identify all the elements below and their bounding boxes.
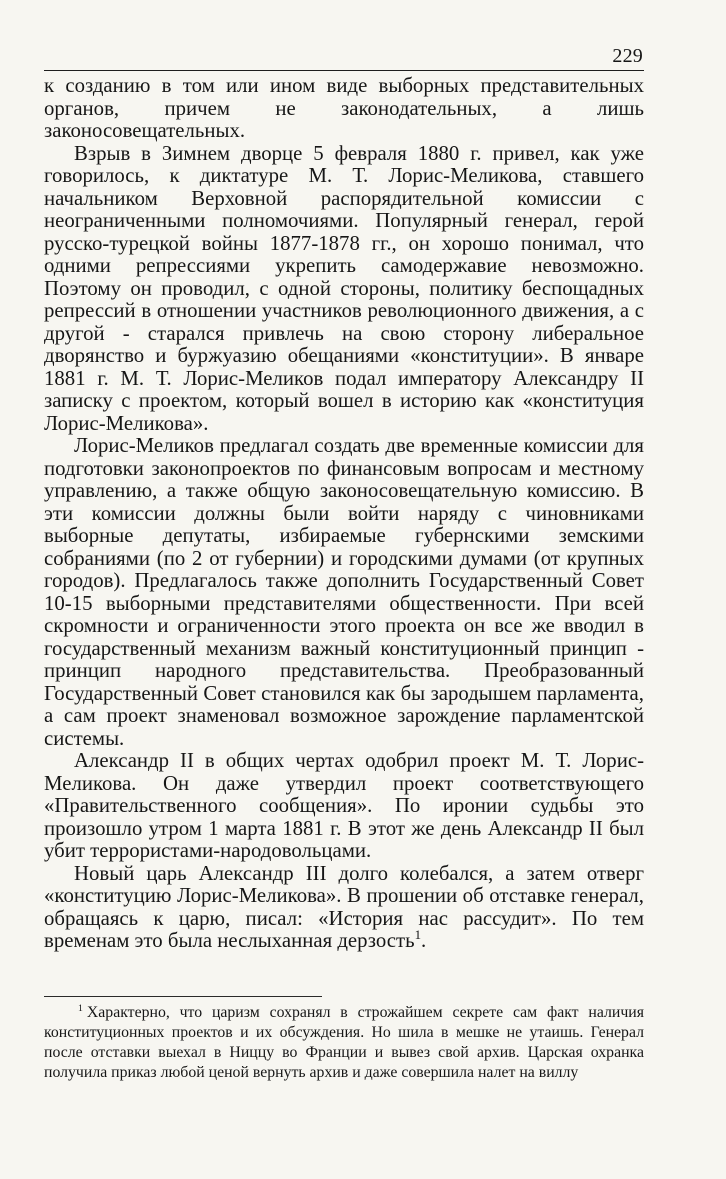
page-number: 229 <box>612 45 643 67</box>
footnotes <box>44 1003 644 1083</box>
paragraph-commission-proposal: Лорис-Меликов предлагал создать две временные комиссии для подготовки законопроектов по финансовым вопросам и местному управлению, а также общую законосовещательную комиссию. В эти комиссии должны были войти наряду с чиновниками выборные депутаты, избираемые губернскими земскими собраниями (по 2 от губернии) и городскими думами (от крупных городов). Предлагалось также дополнить Государственный Совет 10-15 выборными представителями общественности. При всей скромности и ограниченности этого проекта он все же вводил в государственный механизм важный конституционный принцип - принцип народного представительства. Преобразованный Государственный Совет становился как бы зародышем парламента, а сам проект знаменовал возможное зарождение парламентской системы. <box>44 434 644 750</box>
paragraph-alexander-ii-approval: Александр II в общих чертах одобрил проект М. Т. Лорис-Меликова. Он даже утвердил проект соответствующего «Правительственного сообщения». По иронии судьбы это произошло утром 1 марта 1881 г. В этот же день Александр II был убит террористами-народовольцами. <box>44 749 644 862</box>
footnote-text: Характерно, что царизм сохранял в строжайшем секрете сам факт наличия конституционных проектов и их обсуждения. Но шила в мешке не утаишь. Генерал после отставки выехал в Ниццу во Франции и вывез свой архив. Царская охранка получила приказ любой ценой вернуть архив и даже совершила налет на виллу <box>44 1004 644 1081</box>
paragraph-winter-palace-explosion: Взрыв в Зимнем дворце 5 февраля 1880 г. привел, как уже говорилось, к диктатуре М. Т. Лорис-Меликова, ставшего начальником Верховной распорядительной комиссии с неограниченными полномочиями. Популярный генерал, герой русско-турецкой войны 1877-1878 гг., он хорошо понимал, что одними репрессиями укрепить самодержавие невозможно. Поэтому он проводил, с одной стороны, политику беспощадных репрессий в отношении участников революционного движения, а с другой - старался привлечь на свою сторону либеральное дворянство и буржуазию обещаниями «конституции». В январе 1881 г. М. Т. Лорис-Меликов подал императору Александру II записку с проектом, который вошел в историю как «конституция Лорис-Меликова». <box>44 141 644 435</box>
paragraph-text: Новый царь Александр III долго колебался, а затем отверг «конституцию Лорис-Меликова». В прошении об отставке генерал, обращаясь к царю, писал: «История нас рассудит». По тем временам это была неслыханная дерзость <box>44 861 644 952</box>
header-rule <box>44 70 644 71</box>
footnote-marker: 1 <box>78 1002 83 1014</box>
footnote-separator <box>44 996 322 997</box>
main-text <box>44 75 644 953</box>
footnote-reference[interactable]: 1 <box>414 928 422 943</box>
footnote <box>44 1003 644 1083</box>
paragraph-alexander-iii-rejection: Новый царь Александр III долго колебался, а затем отверг «конституцию Лорис-Меликова». В прошении об отставке генерал, обращаясь к царю, писал: «История нас рассудит». По тем временам это была неслыханная дерзость$^1$. <box>44 861 644 952</box>
paragraph-continuation: к созданию в том или ином виде выборных представительных органов, причем не законодательных, а лишь законосовещательных. <box>44 74 644 142</box>
